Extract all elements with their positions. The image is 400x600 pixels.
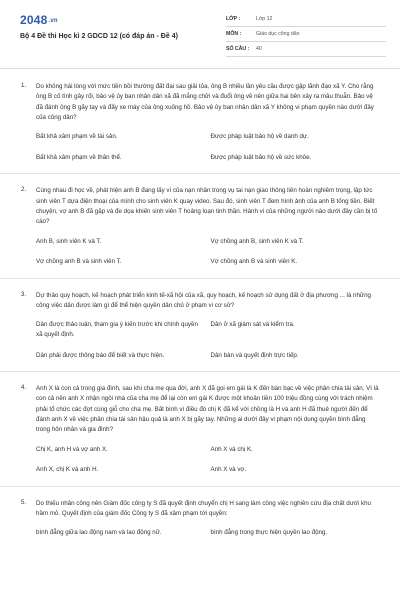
question-number: 4. [21,384,27,392]
answer-options [36,528,380,538]
answer-option[interactable]: bình đẳng trong thực hiện quyền lao động. [210,529,328,537]
page-header [0,0,400,62]
meta-value: Lớp 12 [256,16,273,22]
meta-value: Giáo dục công dân [256,31,300,37]
answer-option[interactable]: Được pháp luật bảo hộ về danh dự. [210,133,309,141]
question-text: Anh X là con cả trong gia đình, sau khi cha mẹ qua đời, anh X đã gọi em gái là K đến bàn bạc về việc phân chia tài sản. Vì là con cả nên anh X nhận ngôi nhà của cha mẹ để lại còn em gái K được một khoản tiền 100 triệu đồng cùng với trách nhiệm phải tổ chức các đợt cúng giỗ cho cha mẹ. Bất bình vì điều đó chị K đã kể với chồng là H và anh H đã thuê người đến để đánh anh X về việc phân chia tài sản hậu quả là anh X bị gãy tay. Những ai dưới đây vi phạm nội dung quyền bình đẳng trong hôn nhân và gia đình? [36,385,379,434]
meta-label: MÔN : [226,31,242,37]
answer-option[interactable]: Được pháp luật bảo hộ về sức khỏe. [210,153,312,161]
answer-option[interactable]: Chị K, anh H và vợ anh X. [36,445,108,453]
answer-options [36,132,380,162]
question-text: Cùng nhau đi học về, phát hiện anh B đang lấy ví của nạn nhân trong vụ tai nạn giao thông liên hoàn nghiêm trọng, lập tức sinh viên T dựa điện thoại của mình cho sinh viên K quay video. Sau đó, sinh viên T đem hình ảnh của anh B tống tiền. Biết chuyện, vợ anh B đã gặp và đe dọa khiến sinh viên T hoảng loạn tinh thần. Hành vi của những người nào dưới đây cần bị tố cáo? [36,187,378,226]
option-row [36,257,380,267]
option-row [36,465,380,475]
question-text: Do không hài lòng với mức tiền bồi thường đất đai sau giải tỏa, ông B nhiều lần yêu cầu được gặp lãnh đạo xã Y. Cho rằng ông B cố tình gây rối, bảo vệ ủy ban nhân dân xã đã mắng chửi và đuổi ông về nên giữa hai bên xảy ra mâu thuẫn. Bảo vệ đã đánh ông B gãy tay và đẩy xe máy của ông xuống hồ. Bảo vệ ủy ban nhân dân xã Y không vi phạm quyền nào dưới đây của công dân? [36,83,374,121]
document-meta [226,12,386,57]
meta-value: 40 [256,46,262,52]
question-divider [0,371,400,372]
question-1 [0,82,400,162]
answer-options [36,237,380,267]
site-logo[interactable] [20,13,58,27]
meta-label: LỚP : [226,16,241,22]
question-number: 2. [21,186,27,194]
question-text: Do thiếu nhân công nên Giám đốc công ty S đã quyết định chuyển chị H sang làm công việc nghiên cứu địa chất dưới khu hầm mỏ. Quyết định của giám đốc Công ty S đã xâm phạm tới quyền: [36,499,371,518]
meta-row-question-count [226,42,386,57]
option-row [36,351,380,361]
answer-option[interactable]: Anh X và vợ. [210,466,247,474]
question-list [0,82,400,549]
question-number: 5. [21,498,27,506]
meta-label: SỐ CÂU : [226,46,250,52]
question-5 [0,499,400,538]
answer-option[interactable]: Vợ chồng anh B, sinh viên K và T. [210,237,304,245]
answer-option[interactable]: bình đẳng giữa lao động nam và lao động nữ. [36,529,162,537]
answer-option[interactable]: Bất khả xâm phạm về thân thể. [36,153,122,161]
question-number: 3. [21,290,27,298]
answer-option[interactable]: Dân phải được thông báo để biết và thực hiện. [36,351,165,359]
answer-option[interactable]: Anh X, chị K và anh H. [36,466,99,474]
answer-option[interactable]: Bất khả xâm phạm về tài sản. [36,133,118,141]
answer-option[interactable]: Dân bàn và quyết định trực tiếp. [210,351,299,359]
answer-option[interactable]: Vợ chồng anh B và sinh viên K. [210,258,298,266]
answer-options [36,320,380,360]
option-row [36,445,380,455]
question-2 [0,186,400,266]
question-number: 1. [21,82,27,89]
option-row [36,153,380,163]
logo-text: 2048 [20,13,48,27]
option-row [36,320,380,339]
option-row [36,132,380,142]
meta-row-class [226,12,386,27]
question-divider [0,486,400,487]
option-row [36,528,380,538]
answer-option[interactable]: Anh X và chị K. [210,445,253,453]
logo-suffix: .vn [48,17,58,24]
question-divider [0,278,400,279]
meta-row-subject [226,27,386,42]
question-divider [0,173,400,174]
question-3 [0,291,400,360]
answer-options [36,445,380,475]
option-row [36,237,380,247]
answer-option[interactable]: Vợ chồng anh B và sinh viên T. [36,258,122,266]
answer-option[interactable]: Dân ở xã giám sát và kiểm tra. [210,321,295,329]
header-divider [0,68,400,69]
page-title: Bộ 4 Đề thi Học kì 2 GDCD 12 (có đáp án - Đề 4) [20,33,178,40]
question-text: Dự thảo quy hoạch, kế hoạch phát triển kinh tế-xã hội của xã, quy hoạch, kế hoạch sử dụng đất ở địa phương ... là những công việc dân được làm gì để thể hiện quyền dân chủ ở phạm vi cơ sở? [36,291,371,310]
question-4 [0,384,400,475]
answer-option[interactable]: Dân được thảo luận, tham gia ý kiến trước khi chính quyền xã quyết định. [36,321,198,338]
answer-option[interactable]: Anh B, sinh viên K và T. [36,237,102,245]
